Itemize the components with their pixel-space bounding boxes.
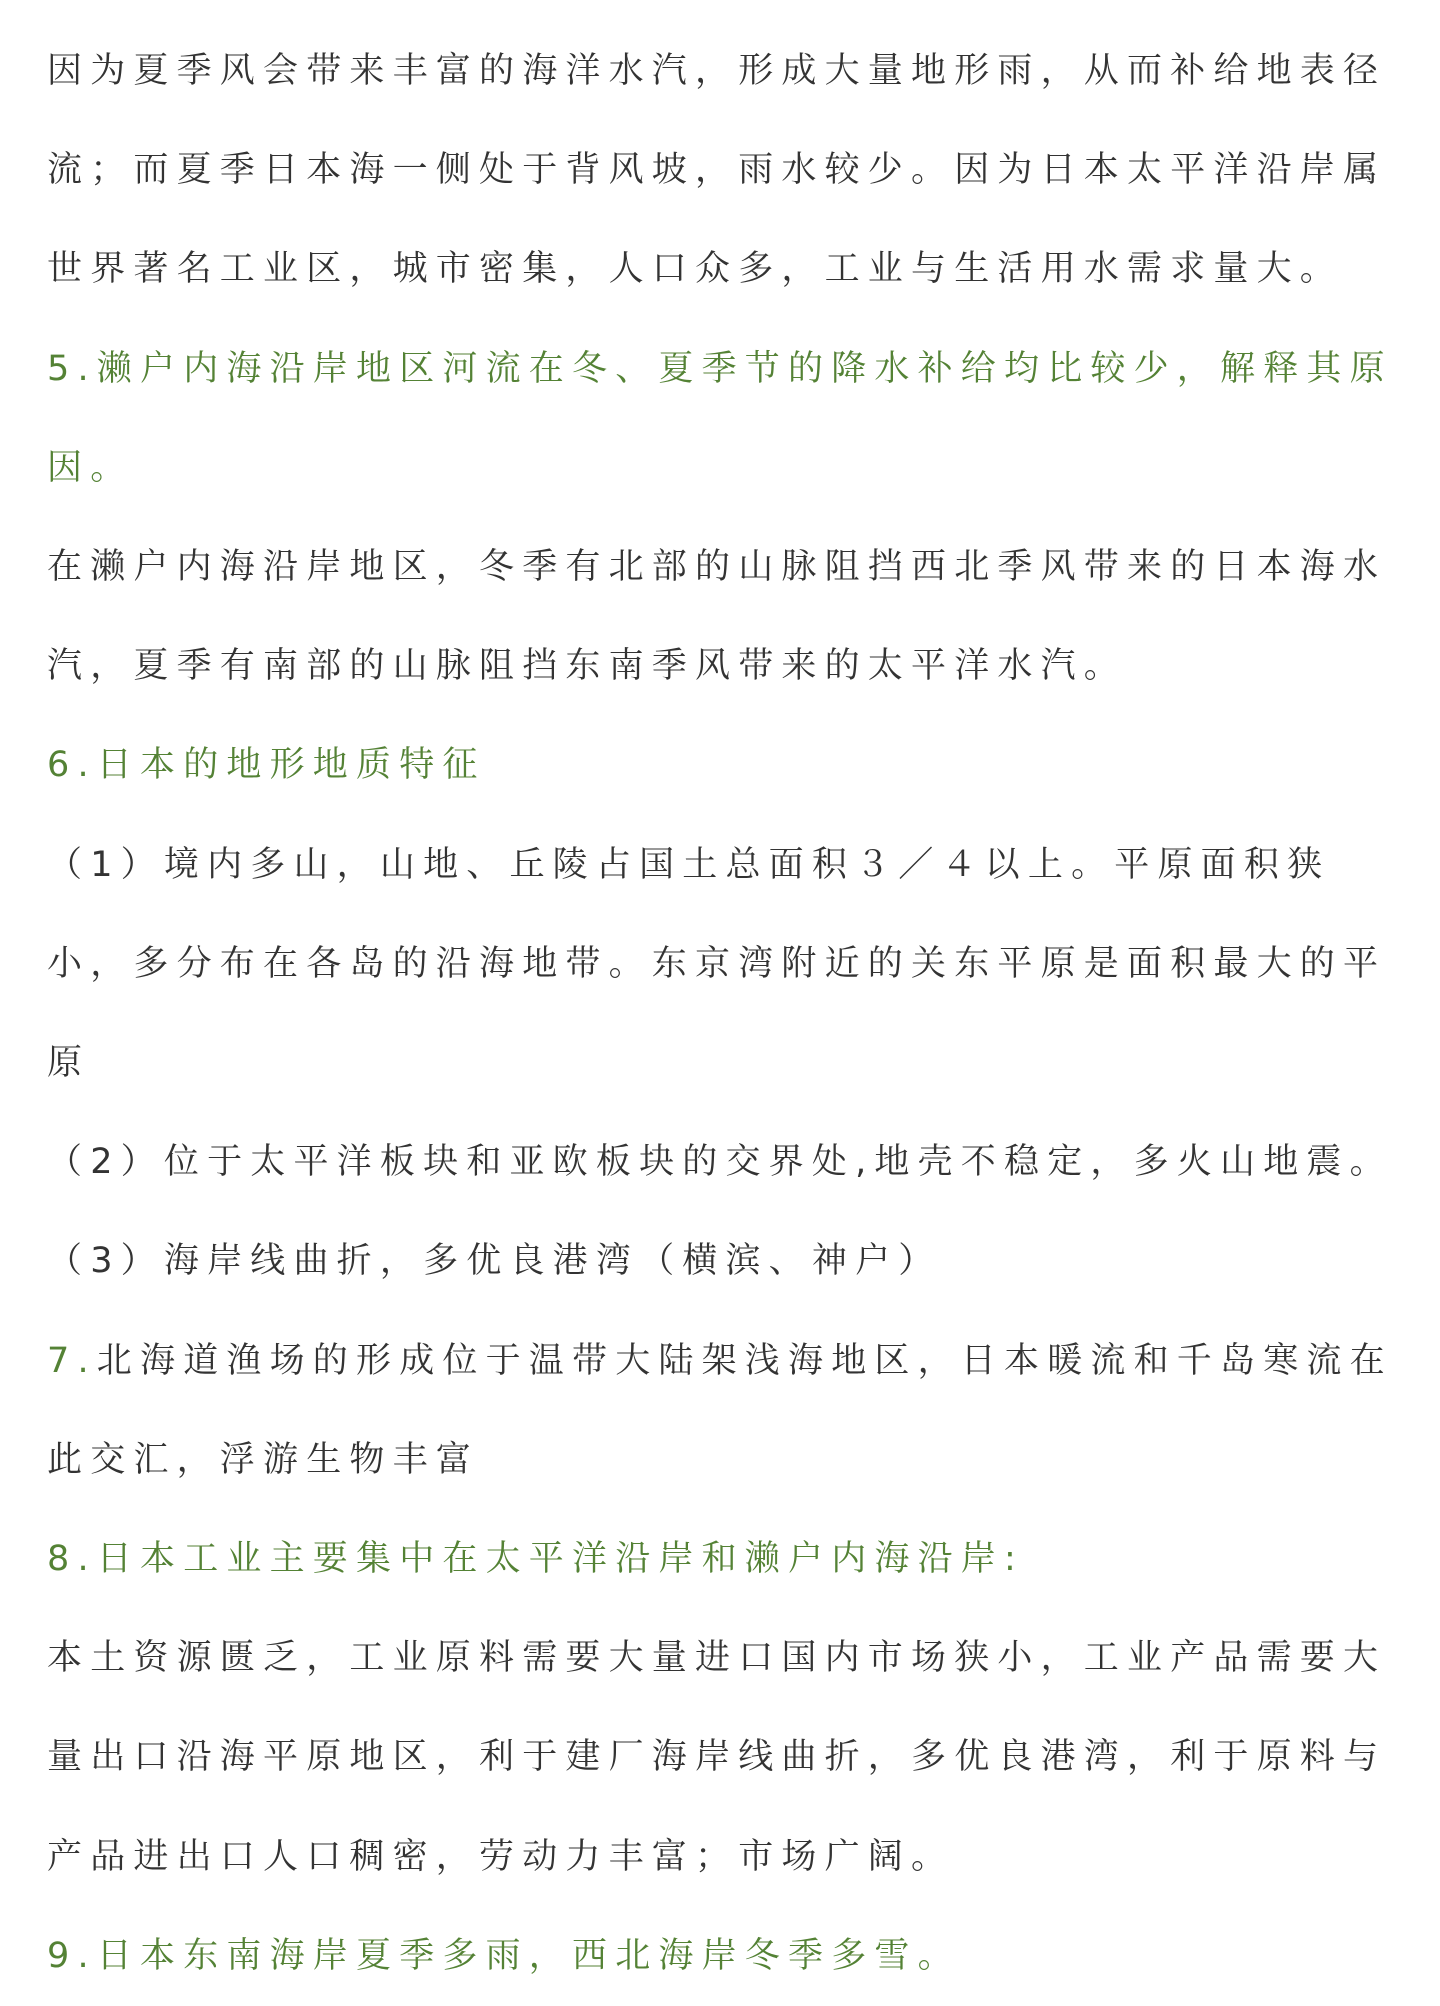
point-7-number: 7. xyxy=(47,1340,97,1381)
terrain-point-2: （2）位于太平洋板块和亚欧板块的交界处,地壳不稳定，多火山地震。 xyxy=(47,1142,1393,1183)
document-body xyxy=(47,22,1402,2006)
question-6-heading: 6.日本的地形地质特征 xyxy=(47,745,486,786)
question-5-heading: 5.濑户内海沿岸地区河流在冬、夏季节的降水补给均比较少，解释其原因。 xyxy=(47,348,1393,488)
terrain-point-3: （3）海岸线曲折，多优良港湾（横滨、神户） xyxy=(47,1241,942,1282)
answer-5-paragraph: 在濑户内海沿岸地区，冬季有北部的山脉阻挡西北季风带来的日本海水汽，夏季有南部的山脉阻挡东南季风带来的太平洋水汽。 xyxy=(47,547,1387,687)
terrain-point-1: （1）境内多山，山地、丘陵占国土总面积３／４以上。平原面积狭小，多分布在各岛的沿海地带。东京湾附近的关东平原是面积最大的平原 xyxy=(47,844,1387,1084)
point-7-fishery-paragraph xyxy=(47,1312,1402,1510)
question-8-heading: 8.日本工业主要集中在太平洋沿岸和濑户内海沿岸: xyxy=(47,1539,1024,1580)
paragraph-summer-runoff-explanation: 因为夏季风会带来丰富的海洋水汽，形成大量地形雨，从而补给地表径流；而夏季日本海一侧处于背风坡，雨水较少。因为日本太平洋沿岸属世界著名工业区，城市密集，人口众多，工业与生活用水需求量大。 xyxy=(47,51,1387,290)
point-7-text: 北海道渔场的形成位于温带大陆架浅海地区，日本暖流和千岛寒流在此交汇，浮游生物丰富 xyxy=(47,1340,1393,1480)
point-9-heading: 9.日本东南海岸夏季多雨，西北海岸冬季多雪。 xyxy=(47,1935,961,1976)
answer-8-paragraph: 本土资源匮乏，工业原料需要大量进口国内市场狭小，工业产品需要大量出口沿海平原地区，利于建厂海岸线曲折，多优良港湾，利于原料与产品进出口人口稠密，劳动力丰富；市场广阔。 xyxy=(47,1638,1387,1877)
